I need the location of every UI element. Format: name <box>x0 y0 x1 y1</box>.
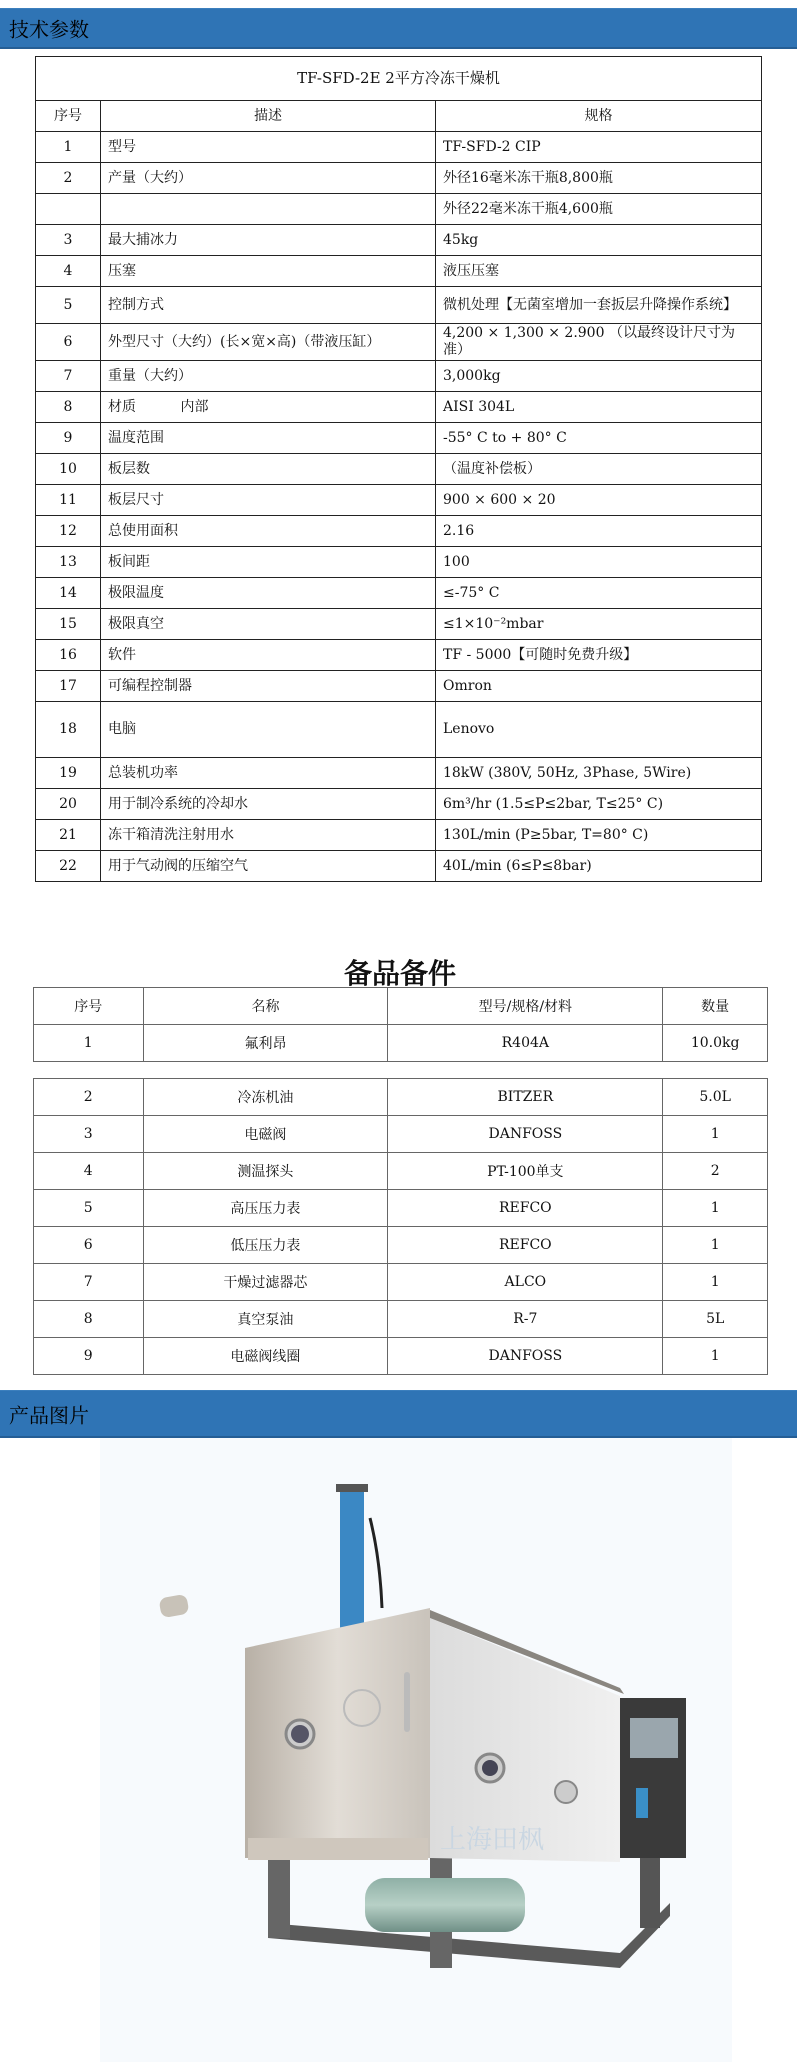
row-no: 11 <box>36 485 101 516</box>
table-row <box>36 485 762 516</box>
row-no: 5 <box>34 1190 144 1227</box>
row-desc: 极限真空 <box>101 609 436 640</box>
row-no: 5 <box>36 287 101 324</box>
row-spec: 2.16 <box>436 516 762 547</box>
row-desc: 冻干箱清洗注射用水 <box>101 820 436 851</box>
row-desc: 板层尺寸 <box>101 485 436 516</box>
row-spec: Omron <box>436 671 762 702</box>
row-desc: 总装机功率 <box>101 758 436 789</box>
row-no: 20 <box>36 789 101 820</box>
freeze-dryer-illustration <box>100 1438 732 2062</box>
row-desc: 型号 <box>101 132 436 163</box>
table-row <box>36 671 762 702</box>
row-model: PT-100单支 <box>388 1153 663 1190</box>
col-header-qty: 数量 <box>663 988 768 1025</box>
spec-header-row <box>36 101 762 132</box>
table-row <box>36 516 762 547</box>
row-no: 13 <box>36 547 101 578</box>
row-no: 16 <box>36 640 101 671</box>
table-row <box>36 256 762 287</box>
col-header-no: 序号 <box>36 101 101 132</box>
row-model: REFCO <box>388 1227 663 1264</box>
table-row <box>34 1227 768 1264</box>
row-model: DANFOSS <box>388 1116 663 1153</box>
row-spec: ≤-75° C <box>436 578 762 609</box>
row-desc: 板层数 <box>101 454 436 485</box>
row-spec: 900 × 600 × 20 <box>436 485 762 516</box>
spare-parts-heading: 备品备件 <box>343 957 456 990</box>
row-desc: 材质 内部 <box>101 392 436 423</box>
row-spec: 3,000kg <box>436 361 762 392</box>
row-qty: 1 <box>663 1264 768 1301</box>
row-no: 22 <box>36 851 101 882</box>
row-spec: 微机处理【无菌室增加一套扳层升降操作系统】 <box>436 287 762 324</box>
row-spec: 130L/min (P≥5bar, T=80° C) <box>436 820 762 851</box>
row-spec: 外径22毫米冻干瓶4,600瓶 <box>436 194 762 225</box>
table-row <box>34 1190 768 1227</box>
row-desc: 产量（大约） <box>101 163 436 194</box>
row-model: ALCO <box>388 1264 663 1301</box>
row-desc: 压塞 <box>101 256 436 287</box>
row-desc: 外型尺寸（大约）(长×宽×高)（带液压缸） <box>101 324 436 361</box>
table-row <box>36 702 762 758</box>
row-desc: 极限温度 <box>101 578 436 609</box>
row-no: 7 <box>36 361 101 392</box>
watermark-text: 上海田枫 <box>440 1825 545 1855</box>
row-no: 2 <box>34 1079 144 1116</box>
row-no: 8 <box>34 1301 144 1338</box>
row-name: 干燥过滤器芯 <box>143 1264 388 1301</box>
spec-table <box>35 56 762 882</box>
row-no: 1 <box>34 1025 144 1062</box>
row-qty: 1 <box>663 1227 768 1264</box>
table-row <box>36 851 762 882</box>
row-model: DANFOSS <box>388 1338 663 1375</box>
row-spec: 4,200 × 1,300 × 2.900 （以最终设计尺寸为准） <box>436 324 762 361</box>
col-header-spec: 规格 <box>436 101 762 132</box>
col-header-no: 序号 <box>34 988 144 1025</box>
row-desc: 用于制冷系统的冷却水 <box>101 789 436 820</box>
row-no: 1 <box>36 132 101 163</box>
row-name: 电磁阀线圈 <box>143 1338 388 1375</box>
spare-parts-table-body <box>33 1078 768 1375</box>
row-no: 4 <box>36 256 101 287</box>
spec-title: TF-SFD-2E 2平方冷冻干燥机 <box>36 57 762 101</box>
row-spec: 40L/min (6≤P≤8bar) <box>436 851 762 882</box>
table-row <box>36 163 762 194</box>
row-no: 9 <box>36 423 101 454</box>
row-spec: （温度补偿板） <box>436 454 762 485</box>
spare-parts-table-head <box>33 987 768 1062</box>
table-row <box>36 423 762 454</box>
table-row <box>36 287 762 324</box>
product-photo <box>100 1438 732 2062</box>
row-no: 15 <box>36 609 101 640</box>
row-spec: -55° C to + 80° C <box>436 423 762 454</box>
row-spec: 45kg <box>436 225 762 256</box>
row-no: 14 <box>36 578 101 609</box>
row-no: 4 <box>34 1153 144 1190</box>
row-no: 7 <box>34 1264 144 1301</box>
row-desc: 控制方式 <box>101 287 436 324</box>
row-desc: 总使用面积 <box>101 516 436 547</box>
row-desc: 温度范围 <box>101 423 436 454</box>
row-model: REFCO <box>388 1190 663 1227</box>
row-desc: 用于气动阀的压缩空气 <box>101 851 436 882</box>
row-no: 8 <box>36 392 101 423</box>
table-row <box>36 578 762 609</box>
row-model: R-7 <box>388 1301 663 1338</box>
row-desc: 电脑 <box>101 702 436 758</box>
row-desc: 软件 <box>101 640 436 671</box>
row-desc <box>101 194 436 225</box>
row-no: 6 <box>34 1227 144 1264</box>
table-row <box>36 640 762 671</box>
table-row <box>36 820 762 851</box>
row-spec: TF-SFD-2 CIP <box>436 132 762 163</box>
table-row <box>34 1116 768 1153</box>
row-spec: 液压压塞 <box>436 256 762 287</box>
row-spec: 外径16毫米冻干瓶8,800瓶 <box>436 163 762 194</box>
row-desc: 板间距 <box>101 547 436 578</box>
table-row <box>36 132 762 163</box>
row-desc: 最大捕冰力 <box>101 225 436 256</box>
table-row <box>36 758 762 789</box>
row-no: 19 <box>36 758 101 789</box>
table-row <box>36 392 762 423</box>
col-header-desc: 描述 <box>101 101 436 132</box>
row-name: 高压压力表 <box>143 1190 388 1227</box>
row-spec: TF - 5000【可随时免费升级】 <box>436 640 762 671</box>
row-desc: 重量（大约） <box>101 361 436 392</box>
table-row <box>36 194 762 225</box>
table-row <box>34 1079 768 1116</box>
table-row <box>36 225 762 256</box>
row-spec: ≤1×10⁻²mbar <box>436 609 762 640</box>
table-row <box>34 1025 768 1062</box>
product-images-header <box>0 1390 797 1438</box>
row-no: 21 <box>36 820 101 851</box>
row-qty: 2 <box>663 1153 768 1190</box>
row-no: 3 <box>36 225 101 256</box>
col-header-name: 名称 <box>143 988 388 1025</box>
row-name: 真空泵油 <box>143 1301 388 1338</box>
section-title: 技术参数 <box>9 17 89 42</box>
table-row <box>36 789 762 820</box>
row-no: 12 <box>36 516 101 547</box>
parts-header-row <box>34 988 768 1025</box>
row-name: 冷冻机油 <box>143 1079 388 1116</box>
table-row <box>36 454 762 485</box>
row-name: 低压压力表 <box>143 1227 388 1264</box>
row-spec: 6m³/hr (1.5≤P≤2bar, T≤25° C) <box>436 789 762 820</box>
row-qty: 10.0kg <box>663 1025 768 1062</box>
table-row <box>34 1264 768 1301</box>
section-title: 产品图片 <box>9 1403 89 1427</box>
table-row <box>36 547 762 578</box>
row-model: R404A <box>388 1025 663 1062</box>
row-qty: 1 <box>663 1190 768 1227</box>
row-spec: AISI 304L <box>436 392 762 423</box>
table-row <box>34 1153 768 1190</box>
row-model: BITZER <box>388 1079 663 1116</box>
col-header-model: 型号/规格/材料 <box>388 988 663 1025</box>
table-row <box>34 1301 768 1338</box>
row-qty: 1 <box>663 1116 768 1153</box>
row-spec: Lenovo <box>436 702 762 758</box>
tech-params-header <box>0 8 797 49</box>
row-no: 2 <box>36 163 101 194</box>
row-no: 18 <box>36 702 101 758</box>
row-desc: 可编程控制器 <box>101 671 436 702</box>
row-qty: 1 <box>663 1338 768 1375</box>
row-no: 9 <box>34 1338 144 1375</box>
table-row <box>36 324 762 361</box>
row-no: 6 <box>36 324 101 361</box>
row-no <box>36 194 101 225</box>
row-no: 3 <box>34 1116 144 1153</box>
table-row <box>36 361 762 392</box>
table-row <box>36 609 762 640</box>
spec-title-row <box>36 57 762 101</box>
row-spec: 100 <box>436 547 762 578</box>
row-no: 17 <box>36 671 101 702</box>
row-name: 电磁阀 <box>143 1116 388 1153</box>
row-qty: 5L <box>663 1301 768 1338</box>
row-name: 氟利昂 <box>143 1025 388 1062</box>
row-name: 测温探头 <box>143 1153 388 1190</box>
row-qty: 5.0L <box>663 1079 768 1116</box>
row-spec: 18kW (380V, 50Hz, 3Phase, 5Wire) <box>436 758 762 789</box>
row-no: 10 <box>36 454 101 485</box>
table-row <box>34 1338 768 1375</box>
